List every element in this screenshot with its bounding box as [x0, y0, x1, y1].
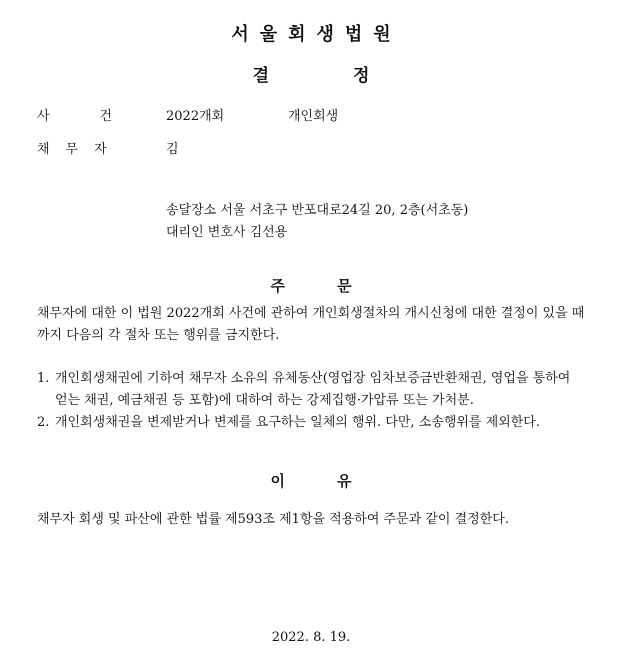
debtor-name: 김 — [166, 142, 179, 157]
case-number: 2022개회 — [166, 109, 225, 124]
order-paragraph: 채무자에 대한 이 법원 2022개회 사건에 관하여 개인회생절차의 개시신청에 대한 결정이 있을 때까지 다음의 각 절차 또는 행위를 금지한다. — [37, 306, 585, 343]
court-name: 서울회생법원 — [231, 24, 402, 45]
list-item-number: 1. — [37, 371, 50, 386]
case-label: 사건 — [37, 109, 163, 124]
service-address: 송달장소 서울 서초구 반포대로24길 20, 2층(서초동) — [166, 203, 469, 218]
order-heading: 주문 — [270, 277, 404, 295]
reason-paragraph: 채무자 회생 및 파산에 관한 법률 제593조 제1항을 적용하여 주문과 같이 결정한다. — [37, 512, 509, 527]
list-item — [37, 412, 585, 434]
list-item-text: 개인회생채권을 변제받거나 변제를 요구하는 일체의 행위. 다만, 소송행위를 제외한다. — [55, 415, 540, 430]
document-type-title: 결정 — [252, 66, 454, 86]
reason-heading: 이유 — [270, 472, 404, 490]
debtor-label: 채무자 — [37, 142, 123, 157]
decision-date: 2022. 8. 19. — [271, 630, 351, 645]
case-name: 개인회생 — [288, 109, 339, 124]
list-item-text: 개인회생채권에 기하여 채무자 소유의 유체동산(영업장 임차보증금반환채권, 영업을 통하여 얻는 채권, 예금채권 등 포함)에 대하여 하는 강제집행·가압류 또는 가처분. — [55, 371, 571, 408]
attorney-name: 대리인 변호사 김선용 — [166, 225, 288, 240]
prohibited-acts-list — [37, 368, 585, 434]
list-item — [37, 368, 585, 412]
list-item-number: 2. — [37, 415, 50, 430]
